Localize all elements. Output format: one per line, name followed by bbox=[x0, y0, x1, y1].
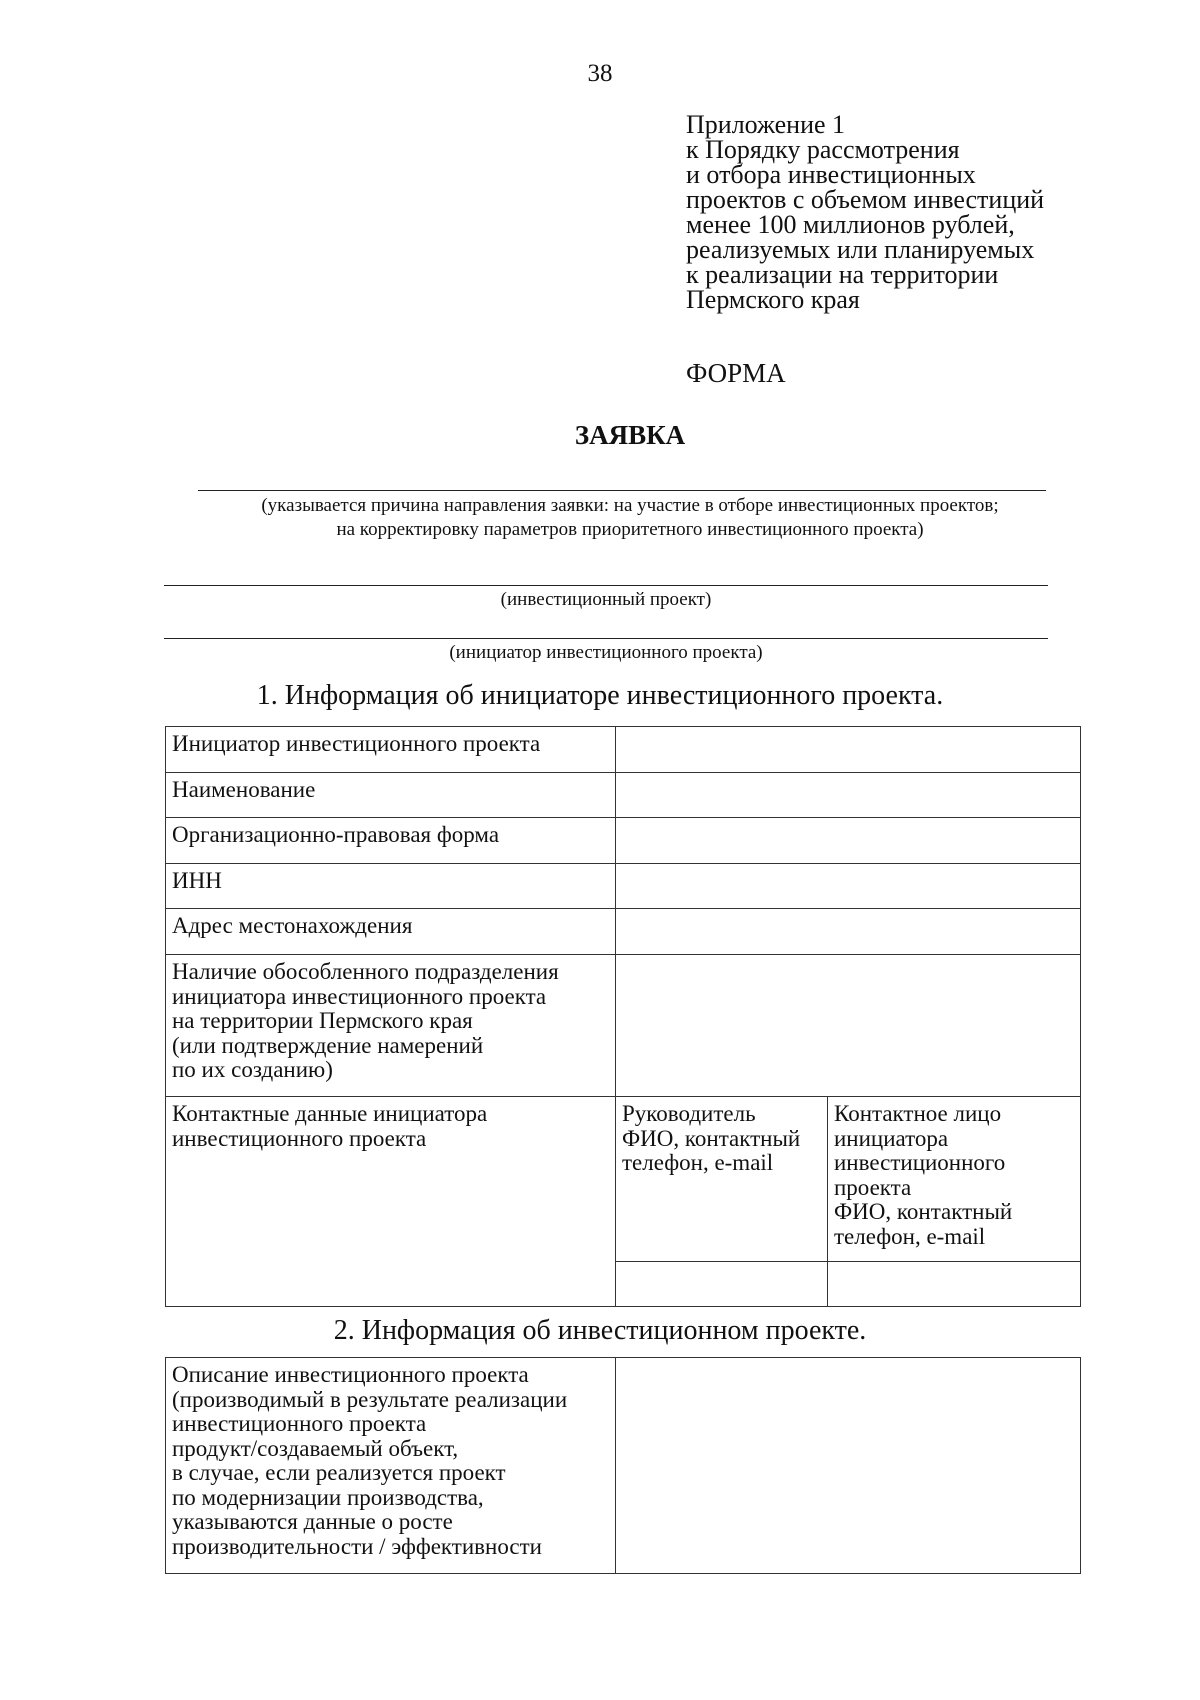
value-cell bbox=[616, 818, 1081, 864]
appendix-line: и отбора инвестиционных bbox=[686, 160, 976, 189]
contact-person-value-cell bbox=[828, 1262, 1081, 1307]
initiator-caption: (инициатор инвестиционного проекта) bbox=[449, 642, 763, 663]
contact-person-column-label: Контактное лицо инициатора инвестиционного проекта ФИО, контактный телефон, e-mail bbox=[828, 1097, 1081, 1262]
project-description-value bbox=[616, 1358, 1081, 1574]
value-cell bbox=[616, 773, 1081, 818]
appendix-line: к Порядку рассмотрения bbox=[686, 135, 960, 164]
reason-caption: (указывается причина направления заявки: на участие в отборе инвестиционных проектов; на корректировку параметров приоритетного инвестиционного проекта) bbox=[261, 495, 999, 540]
value-cell bbox=[616, 955, 1081, 1097]
head-column-label: Руководитель ФИО, контактный телефон, e-mail bbox=[616, 1097, 828, 1262]
initiator-info-table bbox=[165, 726, 1081, 1307]
appendix-line: Пермского края bbox=[686, 285, 860, 314]
form-label: ФОРМА bbox=[686, 358, 786, 388]
appendix-line: проектов с объемом инвестиций bbox=[686, 185, 1045, 214]
project-caption: (инвестиционный проект) bbox=[500, 589, 712, 610]
initiator-blank-line bbox=[164, 638, 1048, 639]
value-cell bbox=[616, 864, 1081, 909]
page-number: 38 bbox=[587, 60, 613, 87]
row-label: Наличие обособленного подразделения инициатора инвестиционного проекта на территории Пермского края (или подтверждение намерений по их созданию) bbox=[166, 955, 616, 1097]
appendix-line: реализуемых или планируемых bbox=[686, 235, 1035, 264]
row-label: Организационно-правовая форма bbox=[166, 818, 616, 864]
head-value-cell bbox=[616, 1262, 828, 1307]
row-label: Адрес местонахождения bbox=[166, 909, 616, 955]
row-label: ИНН bbox=[166, 864, 616, 909]
section1-heading: 1. Информация об инициаторе инвестиционного проекта. bbox=[256, 680, 944, 711]
appendix-line: Приложение 1 bbox=[686, 110, 846, 139]
project-description-label: Описание инвестиционного проекта (производимый в результате реализации инвестиционного проекта продукт/создаваемый объект, в случае, если реализуется проект по модернизации производства, указываются данные о росте производительности / эффективности bbox=[166, 1358, 616, 1574]
section2-heading: 2. Информация об инвестиционном проекте. bbox=[333, 1315, 867, 1346]
reason-blank-line bbox=[198, 490, 1046, 491]
appendix-line: менее 100 миллионов рублей, bbox=[686, 210, 1015, 239]
appendix-line: к реализации на территории bbox=[686, 260, 999, 289]
appendix-note bbox=[686, 112, 1106, 312]
project-info-table bbox=[165, 1357, 1081, 1574]
value-cell bbox=[616, 727, 1081, 773]
project-blank-line bbox=[164, 585, 1048, 586]
document-title: ЗАЯВКА bbox=[574, 420, 686, 450]
row-label: Инициатор инвестиционного проекта bbox=[166, 727, 616, 773]
value-cell bbox=[616, 909, 1081, 955]
row-label: Наименование bbox=[166, 773, 616, 818]
contact-data-label: Контактные данные инициатора инвестиционного проекта bbox=[166, 1097, 616, 1307]
